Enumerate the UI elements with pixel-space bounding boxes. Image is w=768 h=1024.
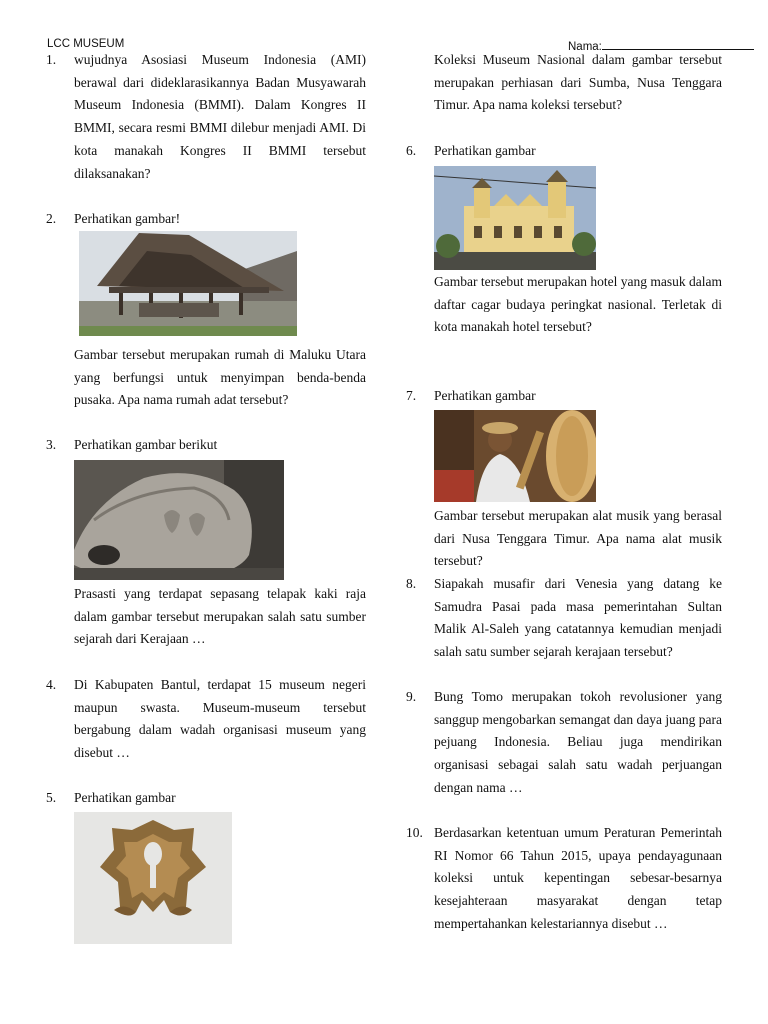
question-number: 3.	[46, 437, 57, 452]
question-number: 10.	[406, 825, 423, 840]
question-number: 2.	[46, 211, 57, 226]
question-text: Perhatikan gambar!	[74, 211, 181, 226]
question-number: 4.	[46, 677, 57, 692]
photo-traditional-house	[79, 231, 297, 336]
question-caption: Gambar tersebut merupakan alat musik yang berasal dari Nusa Tenggara Timur. Apa nama alat musik tersebut?	[434, 508, 722, 569]
photo-heritage-hotel	[434, 166, 596, 270]
question-text: Perhatikan gambar	[74, 790, 176, 805]
question-text: Perhatikan gambar berikut	[74, 437, 218, 452]
question-2-caption-block	[46, 344, 366, 412]
question-5-caption-block	[406, 49, 722, 117]
question-text: Di Kabupaten Bantul, terdapat 15 museum negeri maupun swasta. Museum-museum tersebut bergabung dalam wadah organisasi museum yang disebut …	[74, 677, 366, 761]
question-number: 9.	[406, 689, 417, 704]
doc-header-title: LCC MUSEUM	[47, 38, 125, 50]
question-number: 5.	[46, 790, 57, 805]
photo-gold-ornament	[74, 812, 232, 944]
question-text: Siapakah musafir dari Venesia yang datang ke Samudra Pasai pada masa pemerintahan Sultan Malik Al-Saleh yang catatannya kemudian menjadi salah satu sumber sejarah kerajaan tersebut?	[434, 576, 722, 660]
question-text: Berdasarkan ketentuan umum Peraturan Pemerintah RI Nomor 66 Tahun 2015, upaya pendayagunaan koleksi untuk kepentingan sebesar-besarnya kesejahteraan masyarakat dengan tetap mempertahankan kelestariannya disebut …	[434, 825, 722, 931]
question-6-caption-block	[406, 271, 722, 339]
question-number: 6.	[406, 143, 417, 158]
question-text: wujudnya Asosiasi Museum Indonesia (AMI) berawal dari dideklarasikannya Badan Musyawarah Museum Indonesia (BMMI). Dalam Kongres II BMMI, secara resmi BMMI dilebur menjadi AMI. Di kota manakah Kongres II BMMI tersebut dilaksanakan?	[74, 52, 366, 181]
question-caption: Gambar tersebut merupakan rumah di Maluku Utara yang berfungsi untuk menyimpan benda-benda pusaka. Apa nama rumah adat tersebut?	[74, 347, 366, 408]
question-number: 7.	[406, 388, 417, 403]
question-number: 8.	[406, 576, 417, 591]
question-6	[406, 140, 722, 163]
photo-inscription-stone	[74, 460, 284, 580]
question-8	[406, 573, 722, 664]
question-7	[406, 385, 722, 408]
question-5	[46, 787, 366, 810]
question-caption: Prasasti yang terdapat sepasang telapak kaki raja dalam gambar tersebut merupakan salah satu sumber sejarah dari Kerajaan …	[74, 586, 366, 647]
question-3	[46, 434, 366, 457]
question-3-caption-block	[46, 583, 366, 651]
question-caption: Gambar tersebut merupakan hotel yang masuk dalam daftar cagar budaya peringkat nasional. Terletak di kota manakah hotel tersebut?	[434, 274, 722, 335]
name-label: Nama:	[568, 41, 602, 53]
question-9	[406, 686, 722, 800]
question-4	[46, 674, 366, 765]
question-number: 1.	[46, 52, 57, 67]
question-2	[46, 208, 366, 231]
question-text: Perhatikan gambar	[434, 143, 536, 158]
question-text: Perhatikan gambar	[434, 388, 536, 403]
photo-musical-instrument	[434, 410, 596, 502]
question-text: Bung Tomo merupakan tokoh revolusioner yang sanggup mengobarkan semangat dan daya juang para pejuang Indonesia. Beliau juga mendirikan organisasi sebagai salah satu wadah perjuangan dengan nama …	[434, 689, 722, 795]
question-caption: Koleksi Museum Nasional dalam gambar tersebut merupakan perhiasan dari Sumba, Nusa Tenggara Timur. Apa nama koleksi tersebut?	[434, 52, 722, 113]
question-1	[46, 49, 366, 185]
question-7-caption-block	[406, 505, 722, 573]
question-10	[406, 822, 722, 936]
